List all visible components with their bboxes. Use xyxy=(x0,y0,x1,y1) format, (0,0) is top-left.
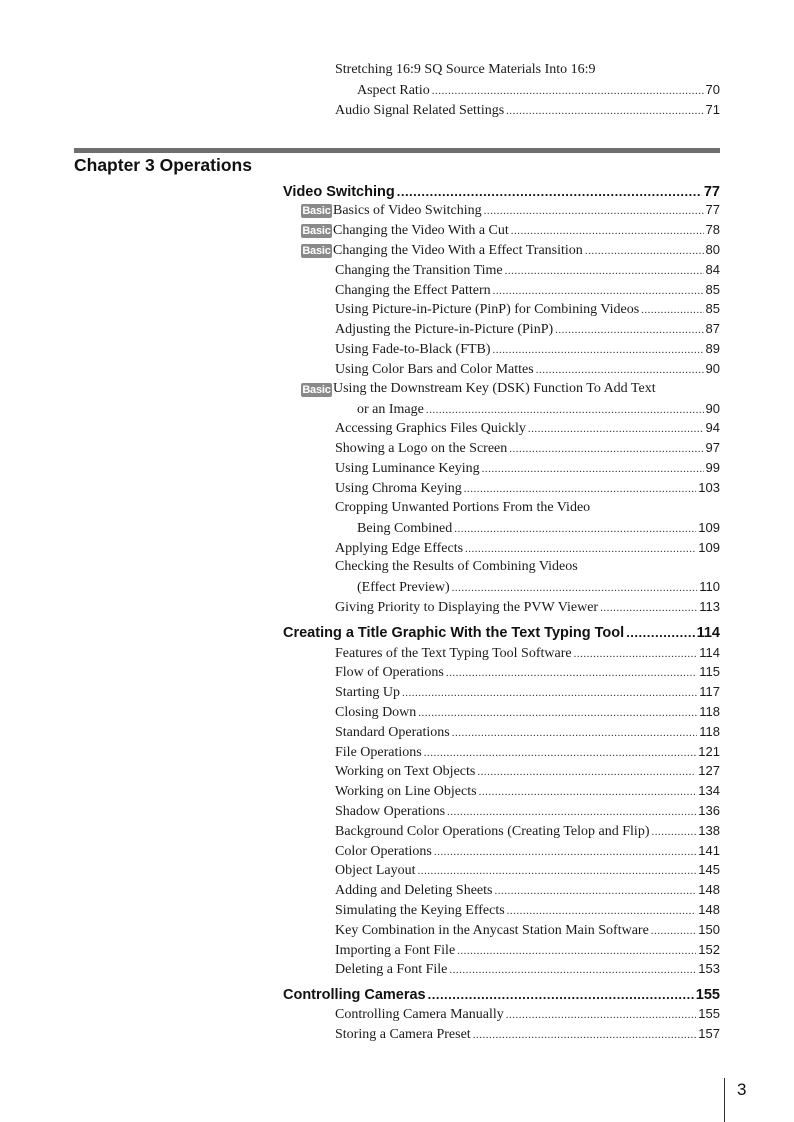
dot-leader xyxy=(651,826,696,838)
toc-page-number: 113 xyxy=(699,599,720,614)
toc-page-number: 155 xyxy=(698,1006,720,1021)
chapter-divider xyxy=(74,148,720,153)
toc-entry-title[interactable]: Cropping Unwanted Portions From the Video xyxy=(335,500,591,515)
dot-leader xyxy=(511,225,704,237)
toc-page-number: 90 xyxy=(705,361,720,376)
dot-leader xyxy=(641,304,703,316)
dot-leader xyxy=(494,885,696,897)
toc-entry[interactable] xyxy=(335,420,720,437)
toc-entry[interactable] xyxy=(335,480,720,497)
toc-entry-title: Shadow Operations xyxy=(335,804,446,819)
toc-entry-title[interactable]: Using the Downstream Key (DSK) Function To Add Text xyxy=(333,381,656,396)
toc-entry-title: Closing Down xyxy=(335,705,417,720)
toc-entry-title: Storing a Camera Preset xyxy=(335,1027,471,1042)
toc-page-number: 152 xyxy=(698,942,720,957)
toc-page-number: 118 xyxy=(699,704,720,719)
toc-entry-title: Color Operations xyxy=(335,844,432,859)
toc-page-number: 77 xyxy=(705,202,720,217)
toc-entry-title: Flow of Operations xyxy=(335,665,444,680)
toc-entry-title: Using Fade-to-Black (FTB) xyxy=(335,342,491,357)
toc-entry[interactable] xyxy=(335,321,720,338)
dot-leader xyxy=(651,925,697,937)
toc-entry[interactable] xyxy=(335,744,720,761)
toc-entry[interactable] xyxy=(333,242,720,259)
dot-leader xyxy=(505,265,704,277)
toc-entry[interactable] xyxy=(335,664,720,681)
dot-leader xyxy=(493,344,704,356)
toc-entry[interactable] xyxy=(335,301,720,318)
toc-page-number: 77 xyxy=(703,184,720,200)
toc-page-number: 103 xyxy=(698,480,720,495)
toc-entry-title: Being Combined xyxy=(357,521,453,536)
toc-entry-title: Using Chroma Keying xyxy=(335,481,462,496)
toc-entry-title: Showing a Logo on the Screen xyxy=(335,441,508,456)
dot-leader xyxy=(446,667,697,679)
toc-page-number: 114 xyxy=(699,645,720,660)
dot-leader xyxy=(507,905,697,917)
toc-entry[interactable] xyxy=(335,341,720,358)
dot-leader xyxy=(555,324,703,336)
toc-entry-title: Key Combination in the Anycast Station Main Software xyxy=(335,923,649,938)
toc-entry-title: Adding and Deleting Sheets xyxy=(335,883,493,898)
toc-page-number: 89 xyxy=(705,341,720,356)
toc-entry-title: File Operations xyxy=(335,745,422,760)
toc-entry-title: or an Image xyxy=(357,402,424,417)
toc-page-number: 141 xyxy=(698,843,720,858)
toc-entry[interactable] xyxy=(335,823,720,840)
toc-entry[interactable] xyxy=(335,961,720,978)
toc-page-number: 136 xyxy=(698,803,720,818)
toc-entry-title: Deleting a Font File xyxy=(335,962,448,977)
dot-leader xyxy=(434,846,696,858)
dot-leader xyxy=(493,285,704,297)
toc-entry-title: Changing the Transition Time xyxy=(335,263,503,278)
toc-page-number: 99 xyxy=(705,460,720,475)
basic-badge: Basic xyxy=(302,225,331,237)
toc-entry[interactable] xyxy=(335,440,720,457)
toc-entry[interactable] xyxy=(335,262,720,279)
toc-entry[interactable] xyxy=(357,82,720,99)
dot-leader xyxy=(465,543,696,555)
toc-entry[interactable] xyxy=(335,460,720,477)
toc-section-title: Video Switching xyxy=(283,184,395,200)
dot-leader xyxy=(585,245,704,257)
dot-leader xyxy=(452,582,698,594)
toc-page-number: 145 xyxy=(698,862,720,877)
dot-leader xyxy=(536,364,704,376)
toc-entry-title: Aspect Ratio xyxy=(357,83,430,98)
toc-page-number: 148 xyxy=(698,902,720,917)
basic-badge: Basic xyxy=(302,205,331,217)
toc-entry[interactable] xyxy=(335,684,720,701)
page-number-divider xyxy=(724,1078,725,1122)
toc-entry-title: Adjusting the Picture-in-Picture (PinP) xyxy=(335,322,554,337)
dot-leader xyxy=(432,85,704,97)
toc-page-number: 118 xyxy=(699,724,720,739)
toc-entry[interactable] xyxy=(333,222,720,239)
toc-page-number: 115 xyxy=(699,664,720,679)
page-number: 3 xyxy=(737,1080,747,1099)
dot-leader xyxy=(509,443,703,455)
toc-page-number: 127 xyxy=(698,763,720,778)
toc-entry[interactable] xyxy=(357,520,720,537)
dot-leader xyxy=(479,786,697,798)
toc-entry-title: Giving Priority to Displaying the PVW Viewer xyxy=(335,600,599,615)
toc-entry-title: (Effect Preview) xyxy=(357,580,450,595)
dot-leader xyxy=(424,747,697,759)
toc-entry-title: Audio Signal Related Settings xyxy=(335,103,505,118)
toc-entry-title: Stretching 16:9 SQ Source Materials Into 16:9 xyxy=(335,62,596,77)
toc-section-controlling-cameras[interactable] xyxy=(283,987,720,1003)
toc-entry-title: Object Layout xyxy=(335,863,416,878)
dot-leader xyxy=(449,964,696,976)
toc-entry[interactable] xyxy=(357,579,720,596)
toc-page-number: 87 xyxy=(705,321,720,336)
dot-leader xyxy=(482,463,704,475)
toc-entry-title: Changing the Effect Pattern xyxy=(335,283,491,298)
toc-entry-title: Controlling Camera Manually xyxy=(335,1007,504,1022)
dot-leader xyxy=(428,987,694,1002)
toc-entry[interactable] xyxy=(335,599,720,616)
toc-entry[interactable] xyxy=(335,783,720,800)
toc-entry[interactable] xyxy=(335,882,720,899)
dot-leader xyxy=(484,205,704,217)
dot-leader xyxy=(528,423,704,435)
toc-page-number: 80 xyxy=(705,242,720,257)
toc-page-number: 155 xyxy=(695,987,720,1003)
toc-entry[interactable] xyxy=(335,1006,720,1023)
toc-page-number: 94 xyxy=(705,420,720,435)
toc-page-number: 84 xyxy=(705,262,720,277)
toc-entry[interactable] xyxy=(333,202,720,219)
toc-entry[interactable] xyxy=(335,540,720,557)
toc-entry[interactable] xyxy=(335,102,720,119)
toc-page-number: 70 xyxy=(705,82,720,97)
toc-entry-title: Applying Edge Effects xyxy=(335,541,464,556)
toc-entry[interactable] xyxy=(335,862,720,879)
toc-entry[interactable] xyxy=(335,843,720,860)
toc-entry-title: Changing the Video With a Effect Transition xyxy=(333,243,583,258)
toc-entry[interactable] xyxy=(335,282,720,299)
toc-page-number: 85 xyxy=(705,282,720,297)
toc-entry-title: Changing the Video With a Cut xyxy=(333,223,509,238)
dot-leader xyxy=(464,483,697,495)
toc-page-number: 114 xyxy=(696,625,720,641)
toc-page-number: 85 xyxy=(705,301,720,316)
toc-entry[interactable] xyxy=(335,803,720,820)
dot-leader xyxy=(447,806,696,818)
toc-page-number: 71 xyxy=(705,102,720,117)
dot-leader xyxy=(417,865,696,877)
toc-entry-title: Features of the Text Typing Tool Software xyxy=(335,646,572,661)
toc-entry-title: Accessing Graphics Files Quickly xyxy=(335,421,526,436)
toc-entry[interactable] xyxy=(335,645,720,662)
toc-page-number: 153 xyxy=(698,961,720,976)
toc-entry-title: Background Color Operations (Creating Telop and Flip) xyxy=(335,824,650,839)
toc-entry[interactable] xyxy=(335,724,720,741)
dot-leader xyxy=(426,404,704,416)
dot-leader xyxy=(477,766,696,778)
toc-page-number: 97 xyxy=(705,440,720,455)
dot-leader xyxy=(418,707,697,719)
dot-leader xyxy=(626,625,694,640)
toc-entry[interactable] xyxy=(335,763,720,780)
toc-entry-title: Working on Line Objects xyxy=(335,784,477,799)
toc-entry[interactable] xyxy=(335,922,720,939)
toc-entry-title: Using Luminance Keying xyxy=(335,461,480,476)
dot-leader xyxy=(454,523,696,535)
dot-leader xyxy=(397,184,702,199)
toc-section-video-switching[interactable] xyxy=(283,184,720,200)
toc-page-number: 90 xyxy=(705,401,720,416)
chapter-title: Chapter 3 Operations xyxy=(74,155,252,175)
basic-badge: Basic xyxy=(302,384,331,396)
dot-leader xyxy=(452,727,698,739)
toc-page-number: 134 xyxy=(698,783,720,798)
toc-section-title: Controlling Cameras xyxy=(283,987,426,1003)
toc-entry-title: Importing a Font File xyxy=(335,943,456,958)
toc-entry[interactable] xyxy=(335,1026,720,1043)
toc-page-number: 109 xyxy=(698,540,720,555)
dot-leader xyxy=(402,687,697,699)
toc-entry[interactable] xyxy=(335,704,720,721)
toc-entry-title: Starting Up xyxy=(335,685,400,700)
toc-entry-title: Standard Operations xyxy=(335,725,450,740)
dot-leader xyxy=(506,105,703,117)
toc-page-number: 78 xyxy=(705,222,720,237)
toc-page-number: 121 xyxy=(698,744,720,759)
toc-page-number: 148 xyxy=(698,882,720,897)
toc-entry[interactable] xyxy=(335,361,720,378)
toc-page-number: 117 xyxy=(699,684,720,699)
toc-entry-title: Using Picture-in-Picture (PinP) for Combining Videos xyxy=(335,302,640,317)
toc-entry[interactable] xyxy=(335,902,720,919)
dot-leader xyxy=(600,602,697,614)
toc-entry-title: Basics of Video Switching xyxy=(333,203,482,218)
toc-entry[interactable] xyxy=(335,942,720,959)
toc-page-number: 157 xyxy=(698,1026,720,1041)
toc-entry[interactable] xyxy=(357,401,720,418)
toc-entry-title: Working on Text Objects xyxy=(335,764,476,779)
toc-entry-title[interactable]: Checking the Results of Combining Videos xyxy=(335,559,578,574)
dot-leader xyxy=(506,1009,697,1021)
toc-page-number: 138 xyxy=(698,823,720,838)
toc-entry-title: Using Color Bars and Color Mattes xyxy=(335,362,534,377)
basic-badge: Basic xyxy=(302,245,331,257)
toc-page-number: 150 xyxy=(698,922,720,937)
dot-leader xyxy=(473,1029,697,1041)
toc-page-number: 110 xyxy=(699,579,720,594)
dot-leader xyxy=(457,945,696,957)
toc-entry-title: Simulating the Keying Effects xyxy=(335,903,505,918)
toc-section-title-graphic[interactable] xyxy=(283,625,720,641)
toc-section-title: Creating a Title Graphic With the Text Typing Tool xyxy=(283,625,625,641)
dot-leader xyxy=(574,648,698,660)
toc-page-number: 109 xyxy=(698,520,720,535)
